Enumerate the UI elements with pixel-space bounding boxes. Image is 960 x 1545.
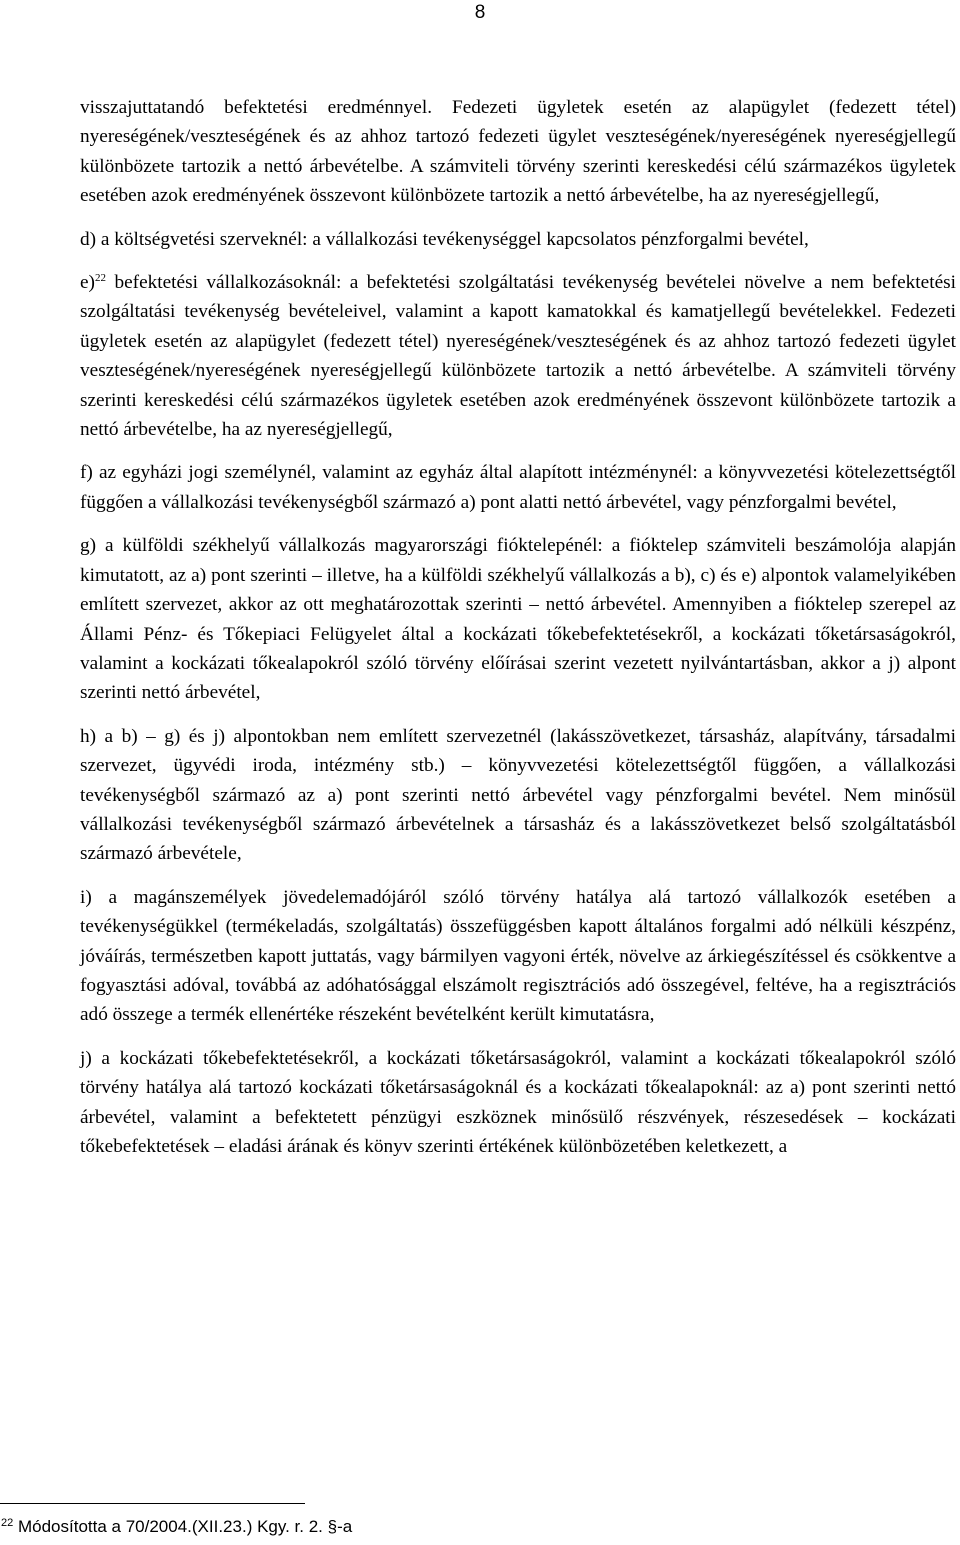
page-number: 8: [474, 2, 486, 23]
paragraph-e-text: befektetési vállalkozásoknál: a befektetési szolgáltatási tevékenység bevételei növelve a nem befektetési szolgáltatási tevékenység bevételeivel, valamint a kapott kamatokkal és kamatjellegű bevételekkel. Fedezeti ügyletek esetén az alapügylet (fedezett tétel) nyereségének/veszteségének és az ahhoz tartozó fedezeti ügylet veszteségének/nyereségének nyereségjellegű különbözete tartozik a nettó árbevételbe. A számviteli törvény szerinti kereskedési célú származékos ügyletek esetében azok eredményének összevont különbözete tartozik a nettó árbevételbe, ha az nyereségjellegű,: [80, 272, 956, 441]
footnote-text: Módosította a 70/2004.(XII.23.) Kgy. r. 2. §-a: [17, 1517, 353, 1536]
document-body: [80, 93, 956, 1175]
footnote-reference: 22: [94, 272, 106, 285]
paragraph-e: [80, 268, 956, 444]
footnote-number: 22: [1, 1517, 14, 1529]
paragraph-intro: visszajuttatandó befektetési eredménnyel. Fedezeti ügyletek esetén az alapügylet (fedezett tétel) nyereségének/veszteségének és az ahhoz tartozó fedezeti ügylet veszteségének/nyereségének nyereségjellegű különbözete tartozik a nettó árbevételbe. A számviteli törvény szerinti kereskedési célú származékos ügyletek esetében azok eredményének összevont különbözete tartozik a nettó árbevételbe, ha az nyereségjellegű,: [80, 97, 956, 207]
paragraph-g: g) a külföldi székhelyű vállalkozás magyarországi fióktelepénél: a fióktelep számviteli beszámolója alapján kimutatott, az a) pont szerinti – illetve, ha a külföldi székhelyű vállalkozás a b), c) és e) alpontok valamelyikében említett szervezet, akkor az ott meghatározottak szerinti – nettó árbevétel. Amennyiben a fióktelep szerepel az Állami Pénz- és Tőkepiaci Felügyelet által a kockázati tőkebefektetésekről, a kockázati tőketársaságokról, valamint a kockázati tőkealapokról szóló törvény előírásai szerint vezetett nyilvántartásban, akkor a j) alpont szerinti nettó árbevétel,: [80, 535, 956, 704]
footnote-divider: [0, 1503, 305, 1504]
paragraph-f: f) az egyházi jogi személynél, valamint az egyház által alapított intézménynél: a könyvvezetési kötelezettségtől függően a vállalkozási tevékenységből származó a) pont alatti nettó árbevétel, vagy pénzforgalmi bevétel,: [80, 462, 956, 513]
paragraph-j: j) a kockázati tőkebefektetésekről, a kockázati tőketársaságokról, valamint a kockázati tőkealapokról szóló törvény hatálya alá tartozó kockázati tőketársaságoknál és a kockázati tőkealapoknál: az a) pont szerinti nettó árbevétel, valamint a befektetett pénzügyi eszköznek minősülő részvények, részesedések – kockázati tőkebefektetések – eladási árának és könyv szerinti értékének különbözetében keletkezett, a: [80, 1047, 956, 1157]
paragraph-h: h) a b) – g) és j) alpontokban nem említett szervezetnél (lakásszövetkezet, társasház, alapítvány, társadalmi szervezet, ügyvédi iroda, intézmény stb.) – könyvvezetési kötelezettségtől függően, a vállalkozási tevékenységből származó az a) pont szerinti nettó árbevétel vagy pénzforgalmi bevétel. Nem minősül vállalkozási tevékenységből származó árbevételnek a társasház és a lakásszövetkezet belső szolgáltatásból származó árbevétele,: [80, 725, 956, 865]
paragraph-i: i) a magánszemélyek jövedelemadójáról szóló törvény hatálya alá tartozó vállalkozók esetében a tevékenységükkel (termékeladás, szolgáltatás) összefüggésben kapott általános forgalmi adó nélküli készpénz, jóváírás, természetben kapott juttatás, vagy bármilyen vagyoni érték, növelve az árkiegészítéssel és csökkentve a fogyasztási adóval, továbbá az adóhatósággal elszámolt regisztrációs adó összegével, feltéve, ha a regisztrációs adó összege a termék ellenértéke részeként bevételként került kimutatásra,: [80, 886, 956, 1026]
paragraph-d: d) a költségvetési szerveknél: a vállalkozási tevékenységgel kapcsolatos pénzforgalmi bevétel,: [80, 228, 809, 250]
paragraph-e-prefix: e): [80, 272, 95, 294]
footnote: [1, 1516, 352, 1538]
